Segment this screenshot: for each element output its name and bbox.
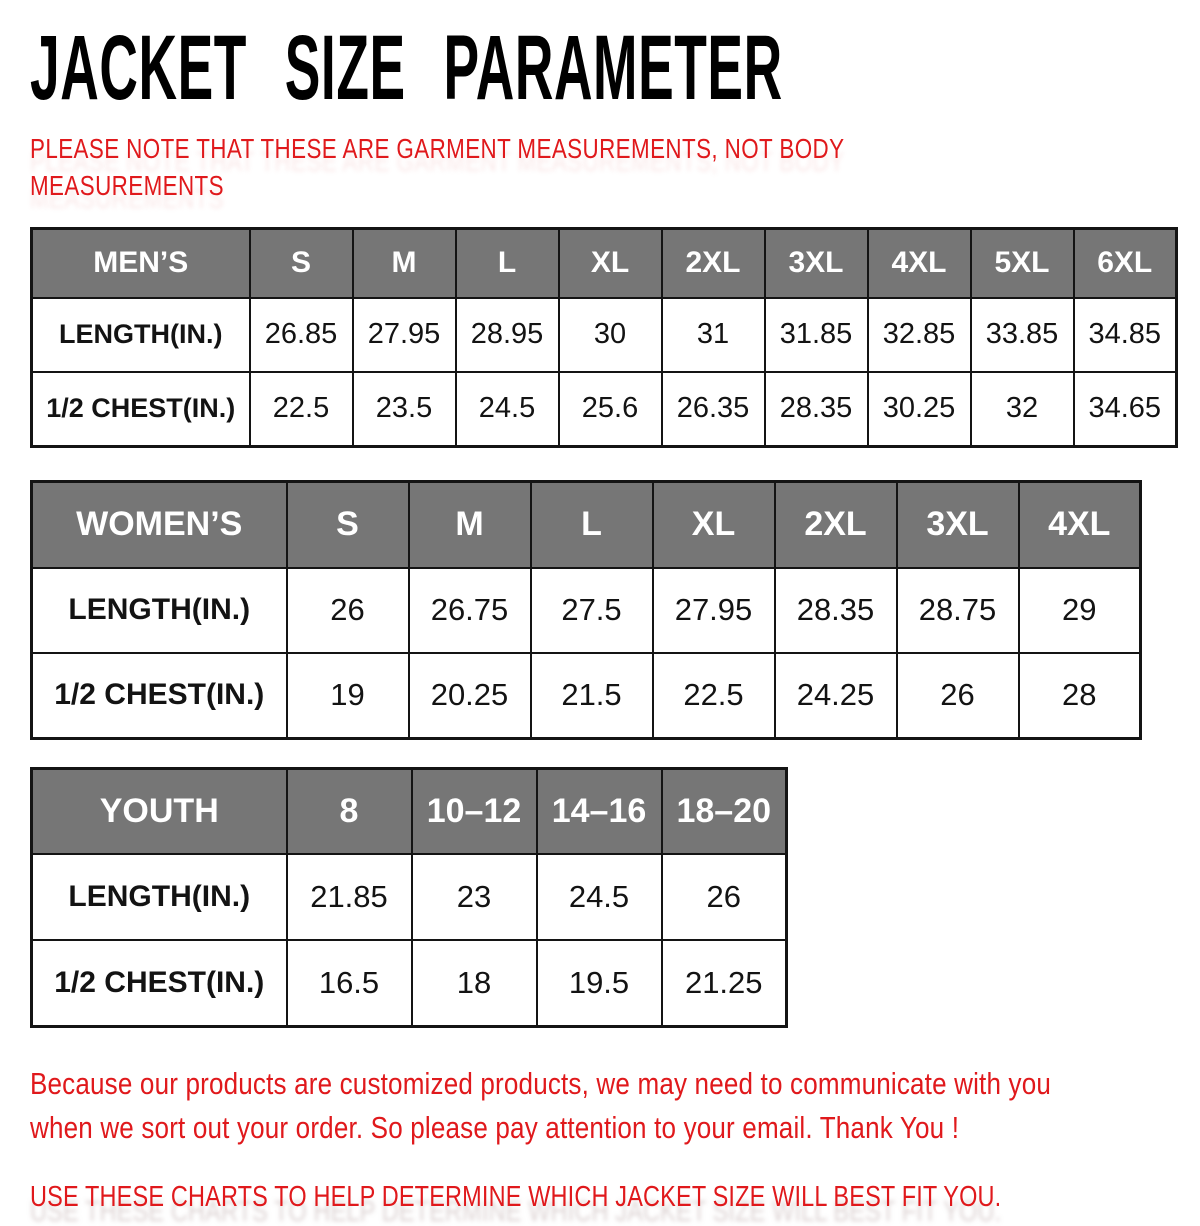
youth-measurement-value: 24.5 bbox=[537, 854, 662, 940]
mens-row-label: LENGTH(IN.) bbox=[32, 298, 250, 372]
womens-row-label: 1/2 CHEST(IN.) bbox=[32, 653, 287, 739]
mens-size-header-6: 3XL bbox=[765, 228, 868, 298]
youth-measurement-value: 23 bbox=[412, 854, 537, 940]
youth-measurement-value: 16.5 bbox=[287, 940, 412, 1027]
mens-size-header-1: S bbox=[250, 228, 353, 298]
mens-measurement-value: 26.85 bbox=[250, 298, 353, 372]
mens-size-table bbox=[30, 227, 1178, 448]
womens-measurement-value: 26 bbox=[287, 568, 409, 653]
jacket-size-chart-page bbox=[0, 17, 1200, 1226]
mens-measurement-value: 25.6 bbox=[559, 372, 662, 447]
mens-measurement-value: 32 bbox=[971, 372, 1074, 447]
note-line-1: PLEASE NOTE THAT THESE ARE GARMENT MEASUREMENTS, NOT BODY bbox=[30, 132, 845, 164]
youth-table-title: YOUTH bbox=[32, 768, 287, 854]
womens-measurement-value: 20.25 bbox=[409, 653, 531, 739]
womens-size-header-1: S bbox=[287, 481, 409, 568]
youth-measurement-value: 21.85 bbox=[287, 854, 412, 940]
womens-measurement-value: 28 bbox=[1019, 653, 1141, 739]
youth-size-header-2: 10–12 bbox=[412, 768, 537, 854]
mens-measurement-value: 22.5 bbox=[250, 372, 353, 447]
youth-measurement-value: 19.5 bbox=[537, 940, 662, 1027]
womens-measurement-value: 26.75 bbox=[409, 568, 531, 653]
custom-order-notice bbox=[30, 1062, 1200, 1152]
womens-size-table bbox=[30, 480, 1142, 740]
womens-measurement-value: 29 bbox=[1019, 568, 1141, 653]
mens-size-header-3: L bbox=[456, 228, 559, 298]
womens-size-header-2: M bbox=[409, 481, 531, 568]
youth-measurement-value: 26 bbox=[662, 854, 787, 940]
page-title-text: JACKET SIZE PARAMETER bbox=[30, 17, 783, 119]
youth-measurement-value: 21.25 bbox=[662, 940, 787, 1027]
chart-usage-advice bbox=[30, 1181, 1200, 1214]
mens-measurement-value: 33.85 bbox=[971, 298, 1074, 372]
womens-measurement-row bbox=[32, 568, 1141, 653]
mens-size-header-2: M bbox=[353, 228, 456, 298]
mens-size-header-8: 5XL bbox=[971, 228, 1074, 298]
youth-size-header-3: 14–16 bbox=[537, 768, 662, 854]
mens-measurement-value: 34.85 bbox=[1074, 298, 1177, 372]
note-line-2: MEASUREMENTS bbox=[30, 169, 224, 201]
womens-measurement-value: 28.35 bbox=[775, 568, 897, 653]
mens-measurement-value: 28.95 bbox=[456, 298, 559, 372]
mens-measurement-value: 24.5 bbox=[456, 372, 559, 447]
mens-size-header-7: 4XL bbox=[868, 228, 971, 298]
youth-measurement-row bbox=[32, 940, 787, 1027]
womens-measurement-value: 24.25 bbox=[775, 653, 897, 739]
custom-order-notice-line-2: when we sort out your order. So please pay attention to your email. Thank You ! bbox=[30, 1110, 960, 1146]
mens-size-header-9: 6XL bbox=[1074, 228, 1177, 298]
womens-measurement-value: 19 bbox=[287, 653, 409, 739]
womens-measurement-value: 27.5 bbox=[531, 568, 653, 653]
womens-measurement-value: 28.75 bbox=[897, 568, 1019, 653]
womens-header-row bbox=[32, 481, 1141, 568]
youth-size-table bbox=[30, 767, 788, 1028]
mens-header-row bbox=[32, 228, 1177, 298]
mens-size-header-4: XL bbox=[559, 228, 662, 298]
youth-size-header-1: 8 bbox=[287, 768, 412, 854]
womens-measurement-value: 27.95 bbox=[653, 568, 775, 653]
youth-size-header-4: 18–20 bbox=[662, 768, 787, 854]
womens-size-header-4: XL bbox=[653, 481, 775, 568]
mens-measurement-value: 23.5 bbox=[353, 372, 456, 447]
youth-measurement-value: 18 bbox=[412, 940, 537, 1027]
womens-size-header-3: L bbox=[531, 481, 653, 568]
custom-order-notice-line-1: Because our products are customized products, we may need to communicate with you bbox=[30, 1065, 1051, 1101]
mens-measurement-row bbox=[32, 372, 1177, 447]
womens-measurement-value: 21.5 bbox=[531, 653, 653, 739]
womens-measurement-row bbox=[32, 653, 1141, 739]
mens-measurement-value: 26.35 bbox=[662, 372, 765, 447]
mens-size-header-5: 2XL bbox=[662, 228, 765, 298]
womens-size-header-5: 2XL bbox=[775, 481, 897, 568]
mens-row-label: 1/2 CHEST(IN.) bbox=[32, 372, 250, 447]
womens-table-title: WOMEN’S bbox=[32, 481, 287, 568]
mens-measurement-value: 31.85 bbox=[765, 298, 868, 372]
youth-row-label: 1/2 CHEST(IN.) bbox=[32, 940, 287, 1027]
mens-measurement-value: 34.65 bbox=[1074, 372, 1177, 447]
mens-measurement-row bbox=[32, 298, 1177, 372]
womens-measurement-value: 26 bbox=[897, 653, 1019, 739]
youth-header-row bbox=[32, 768, 787, 854]
mens-table-title: MEN’S bbox=[32, 228, 250, 298]
page-title bbox=[30, 17, 1200, 119]
youth-row-label: LENGTH(IN.) bbox=[32, 854, 287, 940]
mens-measurement-value: 27.95 bbox=[353, 298, 456, 372]
womens-measurement-value: 22.5 bbox=[653, 653, 775, 739]
mens-measurement-value: 28.35 bbox=[765, 372, 868, 447]
mens-measurement-value: 30 bbox=[559, 298, 662, 372]
womens-size-header-6: 3XL bbox=[897, 481, 1019, 568]
garment-measurements-note bbox=[30, 131, 1200, 205]
chart-usage-advice-text: USE THESE CHARTS TO HELP DETERMINE WHICH JACKET SIZE WILL BEST FIT YOU. bbox=[30, 1181, 1002, 1214]
mens-measurement-value: 32.85 bbox=[868, 298, 971, 372]
youth-measurement-row bbox=[32, 854, 787, 940]
womens-size-header-7: 4XL bbox=[1019, 481, 1141, 568]
mens-measurement-value: 30.25 bbox=[868, 372, 971, 447]
womens-row-label: LENGTH(IN.) bbox=[32, 568, 287, 653]
mens-measurement-value: 31 bbox=[662, 298, 765, 372]
